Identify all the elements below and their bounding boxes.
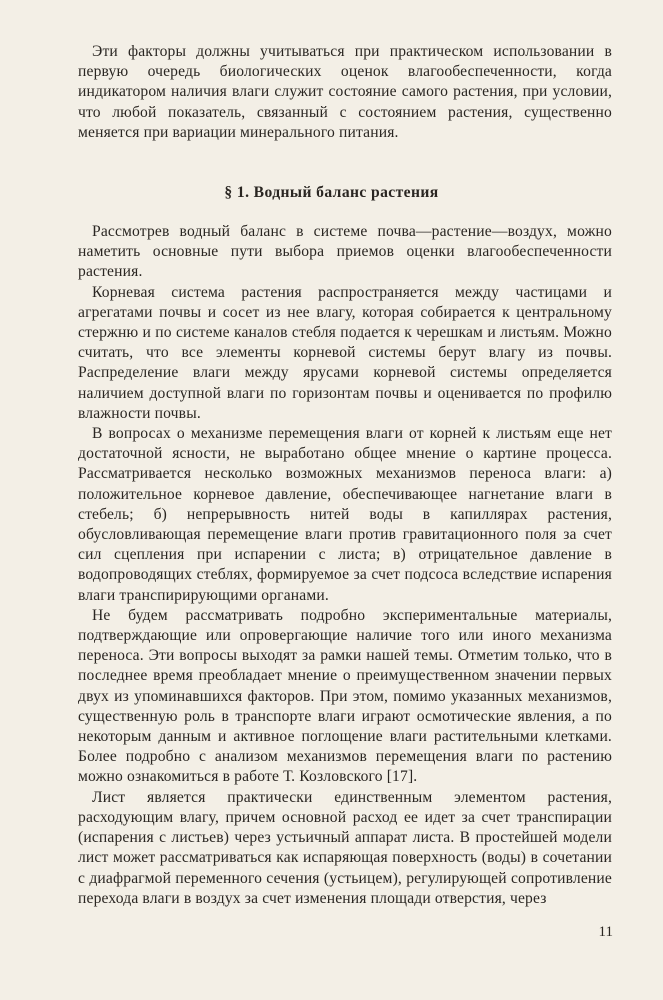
paragraph-experimental-materials: Не будем рассматривать подробно экспериментальные материалы, подтверждающие или опровергающие наличие того или иного механизма переноса. Эти вопросы выходят за рамки нашей темы. Отметим только, что в последнее время преобладает мнение о преимущественном значении первых двух из упоминавшихся факторов. При этом, помимо указанных механизмов, существенную роль в транспорте влаги играют осмотические явления, а по некоторым данным и активное поглощение влаги растительными клетками. Более подробно с анализом механизмов перемещения влаги по растению можно ознакомиться в работе Т. Козловского [17]. (78, 606, 612, 786)
paragraph-water-balance: Рассмотрев водный баланс в системе почва—растение—воздух, можно наметить основные пути выбора приемов оценки влагообеспеченности растения. (78, 223, 612, 281)
section-heading: § 1. Водный баланс растения (224, 184, 439, 201)
paragraph-transport-mechanisms: В вопросах о механизме перемещения влаги от корней к листьям еще нет достаточной ясности, не выработано общее мнение о картине процесса. Рассматривается несколько возможных механизмов переноса влаги: а) положительное корневое давление, обеспечивающее нагнетание влаги в стебель; б) непрерывность нитей воды в капиллярах растения, обусловливающая перемещение влаги против гравитационного поля за счет сил сцепления при испарении с листа; в) отрицательное давление в водопроводящих стеблях, формируемое за счет подсоса вследствие испарения влаги транспирирующими органами. (78, 425, 612, 604)
paragraph-leaf-transpiration: Лист является практически единственным элементом растения, расходующим влагу, причем основной расход ее идет за счет транспирации (испарения с листьев) через устьичный аппарат листа. В простейшей модели лист может рассматриваться как испаряющая поверхность (воды) в сочетании с диафрагмой переменного сечения (устьицем), регулирующей сопротивление перехода влаги в воздух за счет изменения площади отверстия, через (78, 788, 612, 907)
intro-paragraph: Эти факторы должны учитываться при практическом использовании в первую очередь биологических оценок влагообеспеченности, когда индикатором наличия влаги служит состояние самого растения, при условии, что любой показатель, связанный с состоянием растения, существенно меняется при вариации минерального питания. (78, 43, 612, 141)
page-number: 11 (598, 924, 613, 940)
intro-block (78, 42, 612, 143)
section-body (78, 222, 612, 909)
paragraph-root-system: Корневая система растения распространяется между частицами и агрегатами почвы и сосет из нее влагу, которая собирается к центральному стержню и по системе каналов стебля подается к черешкам и листьям. Можно считать, что все элементы корневой системы берут влагу из почвы. Распределение влаги между ярусами корневой системы определяется наличием доступной влаги по горизонтам почвы и оценивается по профилю влажности почвы. (78, 283, 612, 422)
